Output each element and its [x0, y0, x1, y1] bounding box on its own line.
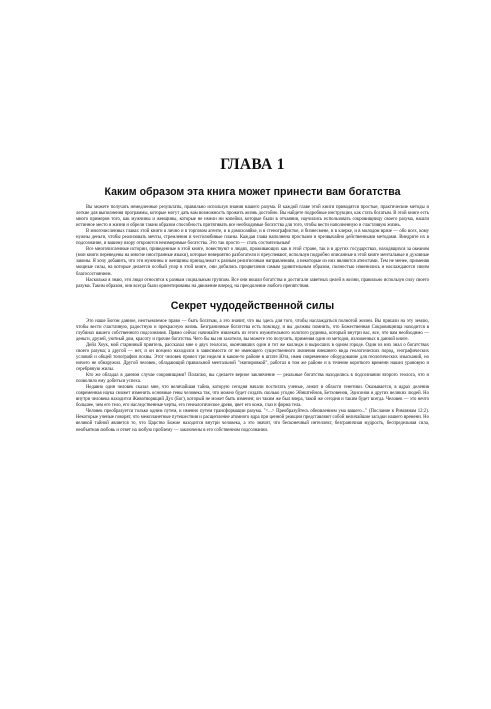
- paragraph: Насколько я знаю, эти люди относятся к разным социальным группам. Все они вошли богатства и достигали заветных целей в жизни, правильно используя силу своего разума. Таким образом, они всегда были ориентированы на движение вперед, на преодоление любого препятствия.: [76, 277, 429, 289]
- section-title-secret-of-miracle-power: Секрет чудодейственной силы: [170, 299, 335, 312]
- paragraph: Это наше Богом данное, неотъемлемое право — быть богатым, а это значит, что вы здесь для того, чтобы наслаждаться полнотой жизни. Вы пришли на эту землю, чтобы вести счастливую, радостную и прекрасную жизнь. Безграничные богатства есть повсюду, и вы должны помнить, что Божественная Сокровищница находится в глубинах вашего собственного подсознания. Прямо сейчас начинайте извлекать из этого изумительного золотого рудника, который внутри вас, все, что вам необходимо — деньги, друзей, уютный дом, красоту и прочие богатства. Чего бы вы ни захотели, вы можете это получить, применяя один из методов, изложенных в данной книге.: [76, 318, 429, 342]
- paragraph: Кто же обладал в данном случае сокровищами? Полагаю, вы сделаете верное заключение — реальные богатства находились в подсознании второго геолога, что и позволило ему добиться успеха.: [76, 373, 429, 385]
- paragraph: Недавно один человек сказал мне, что величайшая тайна, которую сегодня начали постигать ученые, лежит в области генетики. Оказывается, в ядрах деления современная наука сможет изменить основные гены человека так, что можно будет создать сколько угодно Эйнштейнов, Бетховенов, Эдисонов и других великих людей. Но внутри человека находится Животворящий Дух (Бог), который не может быть изменен; он таким же был вчера, такой же сегодня и таким будет всегда. Человек — это нечто большее, чем его тело, его наследственные черты, его генеалогическое древо, цвет его кожи, глаз и форма тела.: [76, 385, 429, 409]
- section-title-how-book-brings-wealth: Каким образом эта книга может принести вам богатства: [104, 186, 401, 198]
- chapter-title: ГЛАВА 1: [220, 156, 285, 173]
- paragraph: Дейл Хоук, мой старинный приятель, рассказал мне о двух геологах, окончивших один и тот же колледж и выросших в одном городе. Один из них знал о богатствах своего разума; а другой — нет, и он всецело находился в зависимости от не имеющего существенного значения внешнего вида геологических пород, географических условий и общей топографии похвы. Этот человек провел три недели в каком-то районе в штате Юта, имея современное оборудование для геологических изысканий, но ничего не обнаружил. Другой человек, обладающий правильной ментальной "экипировкой", работал в том же районе и в течение короткого времени нашел урановую и серебряную жилы.: [76, 342, 429, 373]
- paragraph: Вы можете получать немедленные результаты, правильно используя знания нашего разума. В каждой главе этой книги приводятся простые, практические методы и легкие для выполнения программы, которые могут дать вам возможность прожить жизнь достойно. Вы найдете подробные инструкции, как стать богатым. В этой книге есть много примеров того, как мужчины и женщины, которые не имели ни копейки, которые были в отчаянии, научились использовать сокровищницу своего разума, нашли истинное место в жизни и обрели таким образом способность притягивать все необходимые богатства для того, чтобы вести наполненную и счастливую жизнь.: [76, 205, 429, 229]
- paragraph: Все многочисленные истории, приведенные в этой книге, повествуют о людях, проживающих как в этой стране, так и в других государствах, находящихся за океаном (мои книги переведены на многие иностранные языки), которые невероятно разбогатели и преуспевают, используя подробно описанные в этой книге ментальные и духовные законы. Я хочу добавить, что эти мужчины и женщины принадлежат к разным религиозным направлениям, а некоторые из них являются атеистами. Тем не менее, применяя мощные силы, на которые делается особый упор в этой книге, они добились процветания самым удивительным образом, полностью изменились и наслаждаются своим благосостоянием.: [76, 247, 429, 277]
- paragraph: В многочисленных главах этой книги я лично и в торговом агенте, и в домохозяйке, и в стенографистке, и бизнесмене, и в клерке, и в молодом враче — обо всех, кому нужны деньги, чтобы реализовать мечты, стремления и честолюбивые планы. Каждая глава наполнена простыми и чрезвычайно действенными методами. Внедрите их в подсознание, и вашему взору откроются неизмеримые богатства. Это так просто — стать состоятельным!: [76, 229, 429, 247]
- paragraph: Человек преобразуется только одним путем, и именно путем трансформации разума. "<...> Преобразуйтесь обновлением ума вашего..." (Послание к Римлянам 12:2). Некоторые ученые говорят, что межпланетные путешествия и расщепление атомного ядра при ценной реакции представляют собой величайшие загадки нашего времени. Но великой тайной является то, что Царство Божие находится внутри человека, а это значит, что бесконечный интеллект, безграничная мудрость, беспредельная сила, необъятная любовь и ответ на любую проблему — заключены в его собственном подсознании.: [76, 409, 429, 433]
